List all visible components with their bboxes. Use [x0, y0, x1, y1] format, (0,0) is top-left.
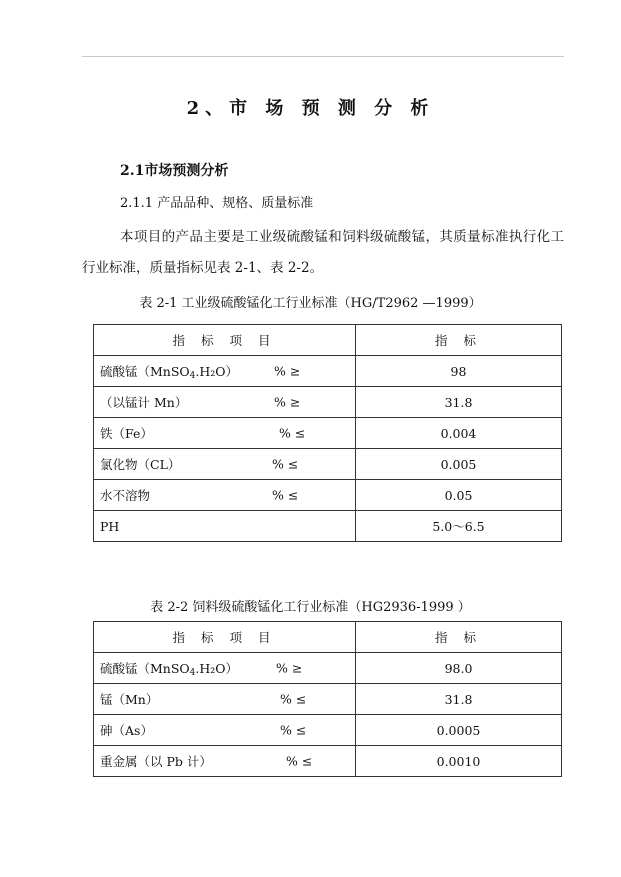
- table2-header-row: [94, 622, 562, 653]
- table2-header-value: 指 标: [356, 622, 562, 653]
- value-cell: 5.0～6.5: [356, 511, 562, 542]
- value-cell: 0.0005: [356, 715, 562, 746]
- value-cell: 0.05: [356, 480, 562, 511]
- item-cell: 硫酸锰（MnSO$_4$.H₂O） % ≥: [94, 653, 356, 684]
- item-cell: （以锰计 Mn） % ≥: [94, 387, 356, 418]
- value-cell: 0.005: [356, 449, 562, 480]
- item-cell: 锰（Mn） % ≤: [94, 684, 356, 715]
- table-row: [94, 480, 562, 511]
- unit-limit: % ≥: [274, 363, 301, 379]
- table2: [93, 621, 562, 777]
- unit-limit: % ≤: [286, 753, 313, 769]
- table-row: [94, 684, 562, 715]
- table2-caption: 表 2-2 饲料级硫酸锰化工行业标准（HG2936-1999 ）: [150, 600, 471, 615]
- unit-limit: % ≤: [280, 691, 307, 707]
- table-row: [94, 746, 562, 777]
- table2-header-item: 指 标 项 目: [94, 622, 356, 653]
- subsection-heading: 2.1.1 产品品种、规格、质量标准: [120, 196, 314, 211]
- table1-header-row: [94, 325, 562, 356]
- item-cell: 氯化物（CL） % ≤: [94, 449, 356, 480]
- item-cell: 铁（Fe） % ≤: [94, 418, 356, 449]
- table1-header-item: 指 标 项 目: [94, 325, 356, 356]
- item-cell: 硫酸锰（MnSO$_4$.H₂O） % ≥: [94, 356, 356, 387]
- table-row: [94, 387, 562, 418]
- table1-header-value: 指 标: [356, 325, 562, 356]
- unit-limit: % ≤: [279, 425, 306, 441]
- item-cell: 水不溶物 % ≤: [94, 480, 356, 511]
- table-row: [94, 715, 562, 746]
- table-row: [94, 418, 562, 449]
- table-row: [94, 511, 562, 542]
- header-rule: [82, 56, 564, 57]
- table1: [93, 324, 562, 542]
- value-cell: 0.004: [356, 418, 562, 449]
- unit-limit: % ≥: [276, 660, 303, 676]
- table-row: [94, 356, 562, 387]
- value-cell: 98.0: [356, 653, 562, 684]
- section-heading: 2.1市场预测分析: [120, 163, 229, 179]
- table-row: [94, 449, 562, 480]
- value-cell: 0.0010: [356, 746, 562, 777]
- item-cell: 重金属（以 Pb 计） % ≤: [94, 746, 356, 777]
- unit-limit: % ≤: [272, 487, 299, 503]
- value-cell: 98: [356, 356, 562, 387]
- table1-caption: 表 2-1 工业级硫酸锰化工行业标准（HG/T2962 —1999）: [139, 296, 482, 311]
- table-row: [94, 653, 562, 684]
- value-cell: 31.8: [356, 387, 562, 418]
- item-cell: 砷（As） % ≤: [94, 715, 356, 746]
- unit-limit: % ≤: [272, 456, 299, 472]
- unit-limit: % ≥: [274, 394, 301, 410]
- body-paragraph: 本项目的产品主要是工业级硫酸锰和饲料级硫酸锰，其质量标准执行化工行业标准，质量指标见表 2-1、表 2-2。: [82, 229, 564, 276]
- item-cell: PH: [94, 511, 356, 542]
- page-title: 2、市 场 预 测 分 析: [186, 98, 435, 119]
- unit-limit: % ≤: [280, 722, 307, 738]
- value-cell: 31.8: [356, 684, 562, 715]
